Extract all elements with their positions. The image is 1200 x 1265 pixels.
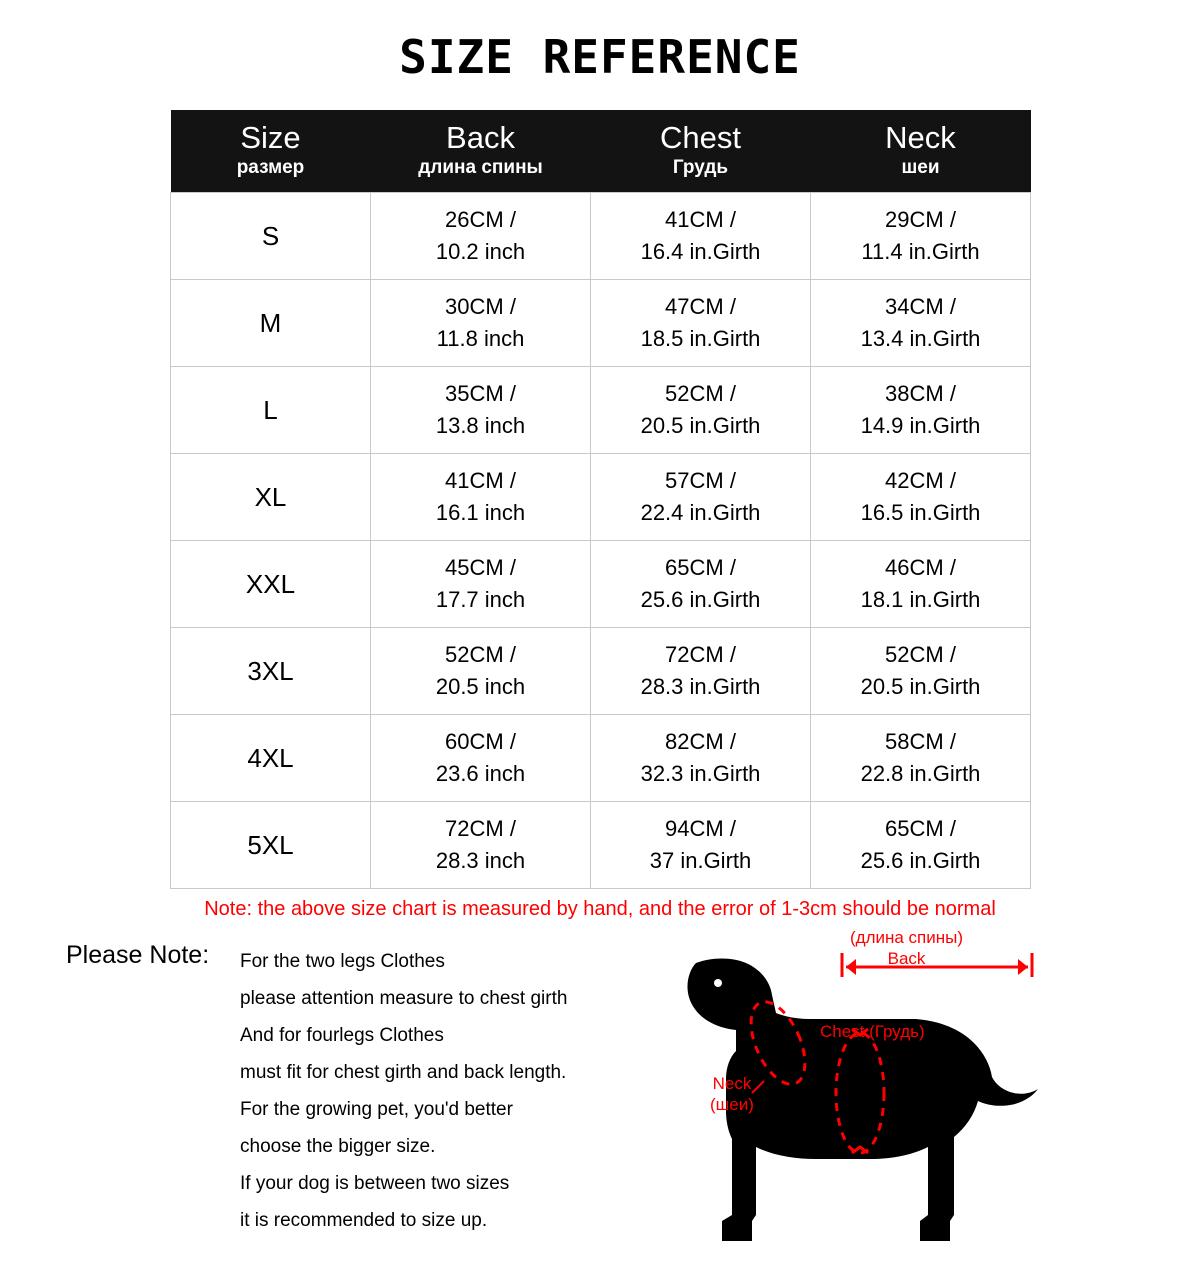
cell-back-line2: 20.5 inch: [435, 674, 526, 699]
note-item: If your dog is between two sizes: [240, 1173, 510, 1194]
back-label-ru: (длина спины): [850, 928, 964, 947]
cell-back: [371, 715, 591, 802]
table-header-row: [171, 110, 1031, 193]
table-row: [171, 280, 1031, 367]
cell-neck-line2: 25.6 in.Girth: [860, 848, 981, 873]
cell-neck: [811, 715, 1031, 802]
cell-size: 4XL: [171, 715, 371, 802]
cell-chest-line2: 32.3 in.Girth: [640, 761, 761, 786]
cell-chest: [591, 715, 811, 802]
cell-neck-line2: 22.8 in.Girth: [860, 761, 981, 786]
cell-chest-line1: 72CM /: [665, 642, 736, 667]
cell-back: [371, 367, 591, 454]
table-header: [171, 110, 1031, 193]
chest-label: Chest (Грудь): [820, 1022, 925, 1041]
cell-chest-line1: 47CM /: [665, 294, 736, 319]
column-header-back-main: Back: [446, 120, 515, 155]
cell-size: S: [171, 193, 371, 280]
cell-neck: [811, 628, 1031, 715]
dog-measurement-diagram: [660, 925, 1180, 1265]
cell-neck-line1: 52CM /: [885, 642, 956, 667]
cell-chest-line2: 18.5 in.Girth: [640, 326, 761, 351]
cell-neck-line1: 42CM /: [885, 468, 956, 493]
cell-neck-line2: 13.4 in.Girth: [860, 326, 981, 351]
note-item: must fit for chest girth and back length.: [240, 1062, 567, 1083]
cell-neck: [811, 367, 1031, 454]
back-label: [850, 927, 963, 969]
cell-back-line1: 52CM /: [445, 642, 516, 667]
cell-size: M: [171, 280, 371, 367]
cell-neck-line2: 20.5 in.Girth: [860, 674, 981, 699]
cell-back: [371, 802, 591, 889]
cell-chest-line1: 65CM /: [665, 555, 736, 580]
cell-neck-line1: 46CM /: [885, 555, 956, 580]
table-row: [171, 802, 1031, 889]
cell-chest: [591, 367, 811, 454]
cell-neck-line2: 14.9 in.Girth: [860, 413, 981, 438]
table-row: [171, 541, 1031, 628]
table-row: [171, 454, 1031, 541]
cell-neck: [811, 193, 1031, 280]
cell-size: XL: [171, 454, 371, 541]
column-header-size: [171, 110, 371, 193]
neck-label-ru: (шеи): [710, 1095, 754, 1114]
cell-neck: [811, 541, 1031, 628]
cell-size: 5XL: [171, 802, 371, 889]
cell-chest-line1: 94CM /: [665, 816, 736, 841]
cell-chest-line2: 16.4 in.Girth: [640, 239, 761, 264]
cell-size: 3XL: [171, 628, 371, 715]
note-item: choose the bigger size.: [240, 1136, 436, 1157]
cell-back-line1: 60CM /: [445, 729, 516, 754]
column-header-back: [371, 110, 591, 193]
dog-eye-icon: [714, 979, 722, 987]
lower-section: [0, 928, 1200, 1265]
note-item: And for fourlegs Clothes: [240, 1025, 444, 1046]
note-item: For the two legs Clothes: [240, 951, 445, 972]
page-title: SIZE REFERENCE: [399, 30, 801, 84]
note-item: it is recommended to size up.: [240, 1210, 488, 1231]
table-row: [171, 628, 1031, 715]
cell-back: [371, 541, 591, 628]
cell-chest-line1: 52CM /: [665, 381, 736, 406]
column-header-size-sub: размер: [236, 157, 305, 178]
table-row: [171, 715, 1031, 802]
cell-neck-line1: 29CM /: [885, 207, 956, 232]
cell-chest: [591, 454, 811, 541]
cell-back-line2: 16.1 inch: [435, 500, 526, 525]
cell-back-line1: 72CM /: [445, 816, 516, 841]
cell-neck-line1: 34CM /: [885, 294, 956, 319]
cell-neck-line1: 38CM /: [885, 381, 956, 406]
cell-chest-line2: 28.3 in.Girth: [640, 674, 761, 699]
cell-chest: [591, 628, 811, 715]
cell-chest: [591, 541, 811, 628]
cell-neck: [811, 280, 1031, 367]
cell-back: [371, 454, 591, 541]
measurement-note: Note: the above size chart is measured by hand, and the error of 1-3cm should be normal: [204, 898, 996, 920]
cell-back-line2: 23.6 inch: [435, 761, 526, 786]
cell-neck-line1: 65CM /: [885, 816, 956, 841]
cell-chest-line1: 41CM /: [665, 207, 736, 232]
cell-size: L: [171, 367, 371, 454]
column-header-back-sub: длина спины: [418, 157, 543, 178]
column-header-neck: [811, 110, 1031, 193]
cell-neck-line1: 58CM /: [885, 729, 956, 754]
cell-back: [371, 280, 591, 367]
back-label-en: Back: [887, 949, 926, 968]
neck-label: [710, 1073, 754, 1115]
column-header-neck-main: Neck: [885, 120, 956, 155]
cell-back-line2: 11.8 inch: [436, 326, 525, 351]
cell-chest-line1: 82CM /: [665, 729, 736, 754]
please-note-label: Please Note:: [66, 941, 210, 969]
table-row: [171, 193, 1031, 280]
cell-chest: [591, 802, 811, 889]
column-header-chest-main: Chest: [660, 120, 741, 155]
cell-chest: [591, 193, 811, 280]
cell-back-line2: 13.8 inch: [435, 413, 526, 438]
cell-chest-line2: 22.4 in.Girth: [640, 500, 761, 525]
cell-chest-line2: 37 in.Girth: [649, 848, 752, 873]
cell-chest-line1: 57CM /: [665, 468, 736, 493]
column-header-chest: [591, 110, 811, 193]
cell-size: XXL: [171, 541, 371, 628]
cell-back-line2: 28.3 inch: [435, 848, 526, 873]
cell-chest-line2: 20.5 in.Girth: [640, 413, 761, 438]
cell-back-line1: 45CM /: [445, 555, 516, 580]
cell-back-line1: 35CM /: [445, 381, 516, 406]
cell-neck-line2: 11.4 in.Girth: [861, 239, 980, 264]
cell-neck: [811, 454, 1031, 541]
cell-neck-line2: 18.1 in.Girth: [860, 587, 981, 612]
neck-label-en: Neck: [712, 1074, 752, 1093]
cell-back-line1: 26CM /: [445, 207, 516, 232]
note-item: For the growing pet, you'd better: [240, 1099, 513, 1120]
cell-neck-line2: 16.5 in.Girth: [860, 500, 981, 525]
cell-neck: [811, 802, 1031, 889]
cell-back-line1: 41CM /: [445, 468, 516, 493]
table-row: [171, 367, 1031, 454]
cell-back-line2: 17.7 inch: [435, 587, 526, 612]
cell-chest: [591, 280, 811, 367]
size-table-wrap: [170, 110, 1030, 889]
cell-back-line2: 10.2 inch: [435, 239, 526, 264]
column-header-chest-sub: Грудь: [672, 157, 729, 178]
cell-chest-line2: 25.6 in.Girth: [640, 587, 761, 612]
cell-back: [371, 628, 591, 715]
column-header-neck-sub: шеи: [901, 157, 940, 178]
note-list: [240, 943, 660, 1239]
cell-back: [371, 193, 591, 280]
note-item: please attention measure to chest girth: [240, 988, 568, 1009]
column-header-size-main: Size: [240, 120, 301, 155]
size-table: [170, 110, 1031, 889]
table-body: [171, 193, 1031, 889]
cell-back-line1: 30CM /: [445, 294, 516, 319]
